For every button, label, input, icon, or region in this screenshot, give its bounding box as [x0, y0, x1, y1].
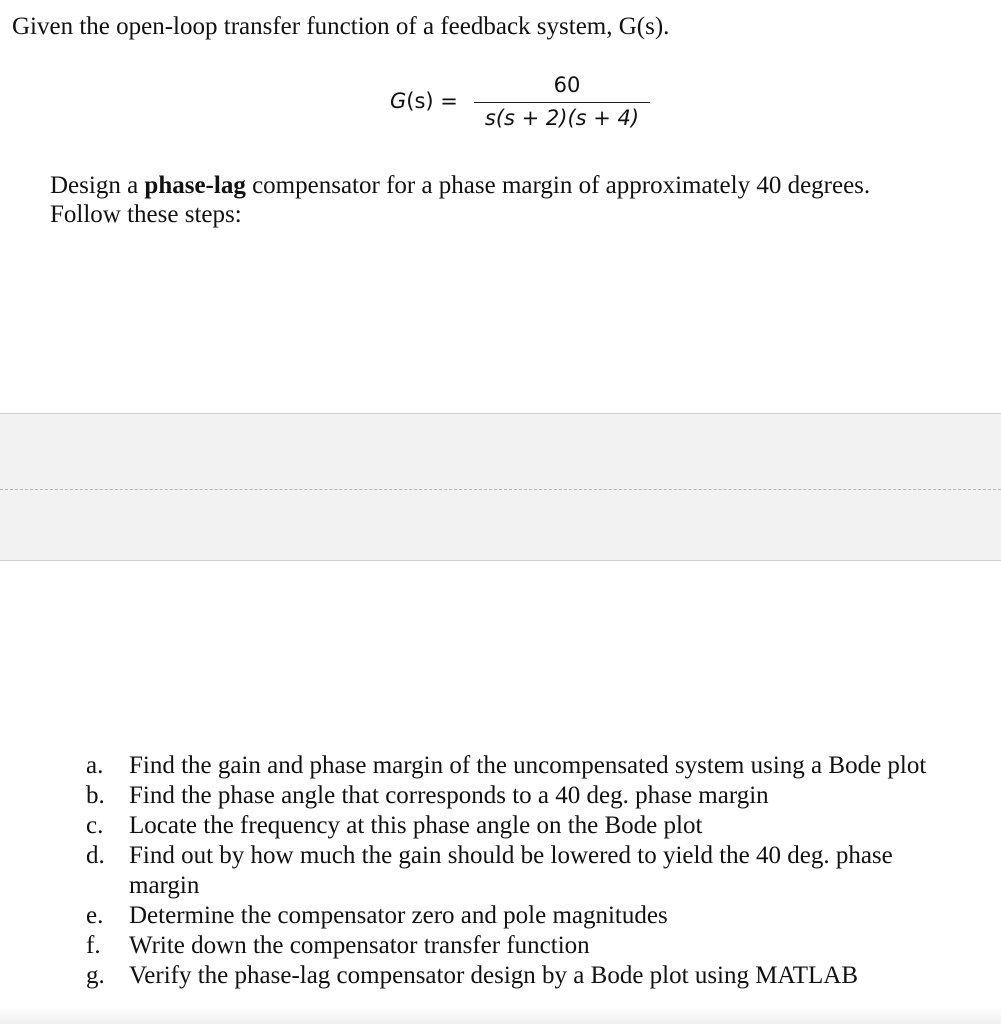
- step-item: [86, 961, 949, 991]
- step-marker: c.: [86, 812, 104, 839]
- step-item: [86, 781, 949, 811]
- step-text: Determine the compensator zero and pole magnitudes: [129, 902, 668, 929]
- design-bold-term: phase-lag: [144, 172, 246, 199]
- step-text: Write down the compensator transfer function: [129, 932, 590, 959]
- equation-fraction: [474, 70, 650, 133]
- dashed-divider: [0, 489, 1001, 490]
- equation-lhs-symbol: G: [390, 89, 407, 113]
- equation-lhs: [390, 89, 458, 113]
- step-marker: e.: [86, 902, 104, 929]
- step-item: [86, 931, 949, 961]
- step-marker: a.: [86, 752, 104, 779]
- step-text: Find out by how much the gain should be lowered to yield the 40 deg. phase margin: [129, 842, 893, 899]
- equation-numerator: 60: [553, 73, 581, 97]
- step-text: Verify the phase-lag compensator design by a Bode plot using MATLAB: [129, 962, 859, 989]
- step-item: [86, 811, 949, 841]
- design-instructions: [50, 171, 870, 229]
- step-marker: d.: [86, 842, 105, 869]
- step-text: Locate the frequency at this phase angle on the Bode plot: [129, 812, 703, 839]
- step-marker: f.: [86, 932, 101, 959]
- problem-intro: Given the open-loop transfer function of a feedback system, G(s).: [12, 13, 670, 40]
- answer-area: [0, 413, 1001, 561]
- step-marker: g.: [86, 962, 105, 989]
- step-item: [86, 901, 949, 931]
- step-text: Find the gain and phase margin of the uncompensated system using a Bode plot: [129, 752, 927, 779]
- transfer-function-equation: [390, 70, 660, 140]
- design-suffix: compensator for a phase margin of approximately 40 degrees.: [245, 172, 871, 199]
- equation-denominator: s(s + 2)(s + 4): [484, 106, 640, 130]
- step-text: Find the phase angle that corresponds to a 40 deg. phase margin: [129, 782, 769, 809]
- steps-list: [86, 751, 949, 991]
- step-item: [86, 841, 949, 901]
- design-line-2: Follow these steps:: [50, 201, 242, 228]
- design-prefix: Design a: [50, 172, 145, 199]
- step-item: [86, 751, 949, 781]
- step-marker: b.: [86, 782, 105, 809]
- equation-equals: =: [440, 89, 458, 113]
- equation-lhs-arg: (s): [406, 89, 434, 113]
- bottom-shade: [0, 1006, 1001, 1024]
- design-line-1: [50, 171, 870, 200]
